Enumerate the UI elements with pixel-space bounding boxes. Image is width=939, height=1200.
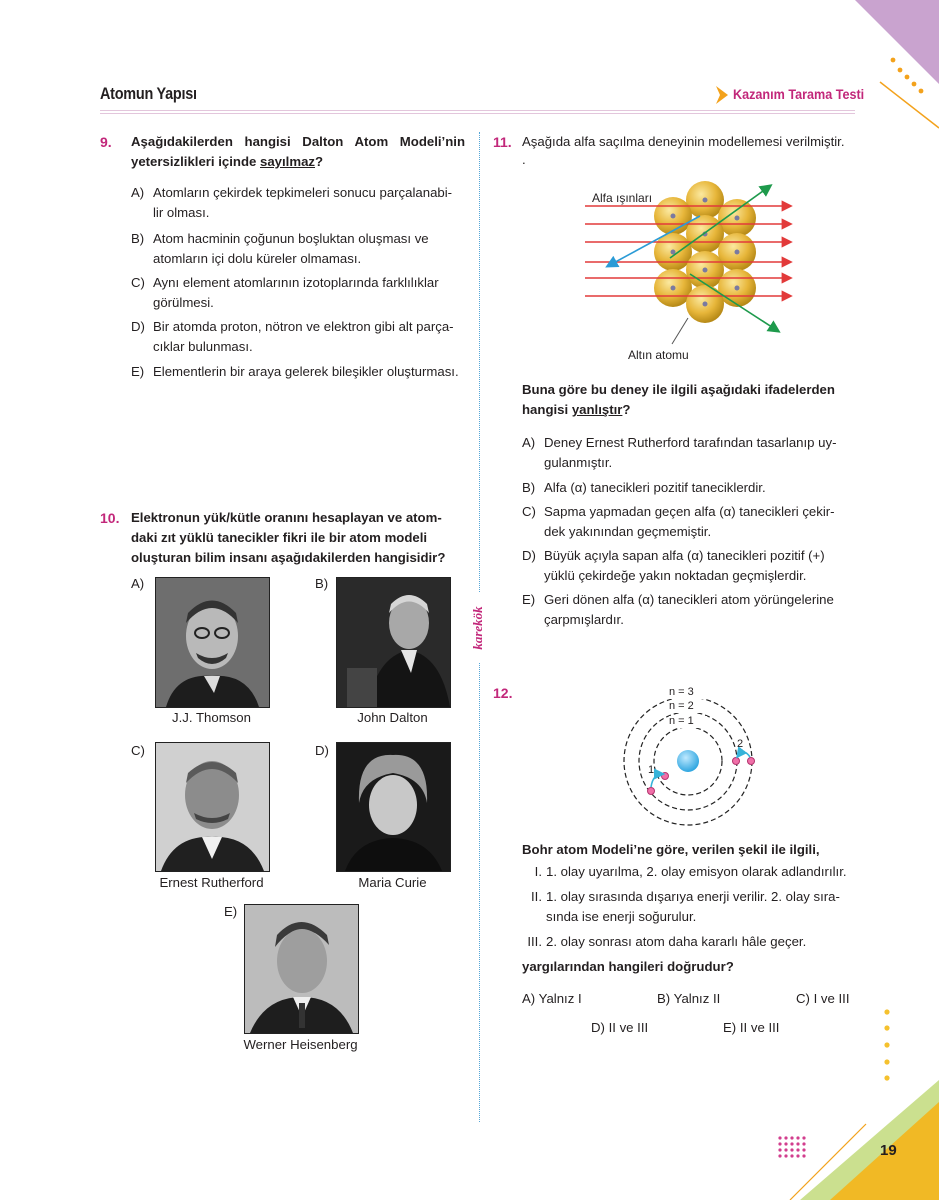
label-n2: n = 2 bbox=[669, 700, 694, 712]
label-gold-atom: Altın atomu bbox=[628, 348, 689, 362]
q10-option-c-letter: C) bbox=[131, 743, 145, 758]
orange-line-top bbox=[880, 82, 939, 128]
caption-maria-curie: Maria Curie bbox=[358, 875, 427, 890]
nucleus bbox=[677, 750, 699, 772]
q11-option-e[interactable]: E) Geri dönen alfa (α) tanecikleri atom yörüngelerine çarpmışlardır. bbox=[522, 592, 834, 627]
electron-1a bbox=[662, 773, 669, 780]
label-n3: n = 3 bbox=[669, 686, 694, 698]
q10-stem: Elektronun yük/kütle oranını hesaplayan ve atom- daki zıt yüklü tanecikler fikri ile bir atom modeli oluşturan bilim insanı aşağıdakilerden hangisidir? bbox=[131, 510, 446, 565]
arrow-icon bbox=[716, 86, 728, 104]
q9-option-c[interactable]: C) Aynı element atomlarının izotoplarında farklılıklar görülmesi. bbox=[131, 275, 439, 310]
q11-option-a[interactable]: A) Deney Ernest Rutherford tarafından tasarlanıp uy- gulanmıştır. bbox=[522, 435, 837, 470]
header-divider-2 bbox=[100, 113, 855, 114]
q9-option-e[interactable]: E) Elementlerin bir araya gelerek bileşikler oluşturması. bbox=[131, 364, 459, 379]
q12-number: 12. bbox=[493, 685, 513, 701]
q12-ask: yargılarından hangileri doğrudur? bbox=[522, 959, 734, 974]
gold-atoms bbox=[654, 181, 756, 323]
photo-ernest-rutherford[interactable] bbox=[155, 742, 270, 872]
q10-option-b-letter: B) bbox=[315, 576, 329, 591]
label-alpha-rays: Alfa ışınları bbox=[592, 191, 653, 205]
q11-number: 11. bbox=[493, 134, 512, 150]
q9-option-b[interactable]: B) Atom hacminin çoğunun boşluktan oluşması ve atomların içi dolu küreler olmaması. bbox=[131, 231, 429, 266]
q12-statement-3: III. 2. olay sonrası atom daha kararlı hâle geçer. bbox=[527, 934, 807, 949]
q12-statement-1: I. 1. olay uyarılma, 2. olay emisyon olarak adlandırılır. bbox=[534, 864, 847, 879]
transition-arrow-2 bbox=[738, 752, 750, 757]
photo-jj-thomson[interactable] bbox=[155, 577, 270, 708]
q12-statement-2: II. 1. olay sırasında dışarıya enerji verilir. 2. olay sıra- sında ise enerji soğurulur. bbox=[531, 889, 840, 924]
photo-werner-heisenberg[interactable] bbox=[244, 904, 359, 1034]
caption-werner-heisenberg: Werner Heisenberg bbox=[243, 1037, 358, 1052]
electron-2b bbox=[748, 758, 755, 765]
test-title: Kazanım Tarama Testi bbox=[733, 86, 865, 102]
corner-triangle-top bbox=[855, 0, 939, 84]
q10-option-a-letter: A) bbox=[131, 576, 145, 591]
q10-option-d-letter: D) bbox=[315, 743, 329, 758]
q11-option-b[interactable]: B) Alfa (α) tanecikleri pozitif taneciklerdir. bbox=[522, 480, 766, 495]
orange-dots-bottom bbox=[884, 1009, 889, 1080]
q11-option-d[interactable]: D) Büyük açıyla sapan alfa (α) tanecikleri pozitif (+) yüklü çekirdeğe yakın noktadan geçmişlerdir. bbox=[522, 548, 825, 583]
q12-option-d[interactable]: D) II ve III bbox=[591, 1020, 649, 1035]
photo-john-dalton[interactable] bbox=[336, 577, 451, 708]
q11-option-c[interactable]: C) Sapma yapmadan geçen alfa (α) tanecikleri çekir- dek yakınından geçmemiştir. bbox=[522, 504, 835, 539]
q11-stem: Aşağıda alfa saçılma deneyinin modellemesi verilmiştir. bbox=[522, 134, 845, 149]
section-title: Atomun Yapısı bbox=[100, 84, 197, 103]
label-n1: n = 1 bbox=[669, 715, 694, 727]
q10-option-e-letter: E) bbox=[224, 904, 238, 919]
q9-number: 9. bbox=[100, 134, 112, 150]
atom-pointer bbox=[672, 318, 688, 344]
header-divider bbox=[100, 110, 855, 111]
q12-option-b[interactable]: B) Yalnız II bbox=[657, 991, 721, 1006]
pink-dot-grid bbox=[778, 1136, 805, 1157]
caption-jj-thomson: J.J. Thomson bbox=[172, 710, 251, 725]
q9-option-d[interactable]: D) Bir atomda proton, nötron ve elektron gibi alt parça- cıklar bulunması. bbox=[131, 319, 454, 354]
q11-dot: . bbox=[522, 152, 526, 167]
electron-2a bbox=[733, 758, 740, 765]
q11-question: Buna göre bu deney ile ilgili aşağıdaki ifadelerden hangisi yanlıştır? bbox=[522, 382, 835, 417]
caption-ernest-rutherford: Ernest Rutherford bbox=[159, 875, 264, 890]
q12-option-e[interactable]: E) II ve III bbox=[723, 1020, 780, 1035]
q12-option-c[interactable]: C) I ve III bbox=[796, 991, 850, 1006]
electron-1b bbox=[648, 788, 655, 795]
alpha-scattering-figure bbox=[580, 178, 800, 368]
page-number: 19 bbox=[880, 1142, 897, 1159]
q12-option-a[interactable]: A) Yalnız I bbox=[522, 991, 582, 1006]
q12-question: Bohr atom Modeli’ne göre, verilen şekil ile ilgili, bbox=[522, 842, 820, 857]
caption-john-dalton: John Dalton bbox=[357, 710, 428, 725]
label-event-1: 1 bbox=[648, 764, 655, 776]
q9-option-a[interactable]: A) Atomların çekirdek tepkimeleri sonucu parçalanabi- lir olması. bbox=[131, 185, 453, 220]
q9-stem: Aşağıdakilerden hangisi Dalton Atom Modeli’nin yetersizlikleri içinde sayılmaz? bbox=[131, 134, 465, 169]
q10-number: 10. bbox=[100, 510, 120, 526]
label-event-2: 2 bbox=[737, 738, 744, 750]
karekok-label: karekök bbox=[470, 606, 485, 650]
photo-maria-curie[interactable] bbox=[336, 742, 451, 872]
